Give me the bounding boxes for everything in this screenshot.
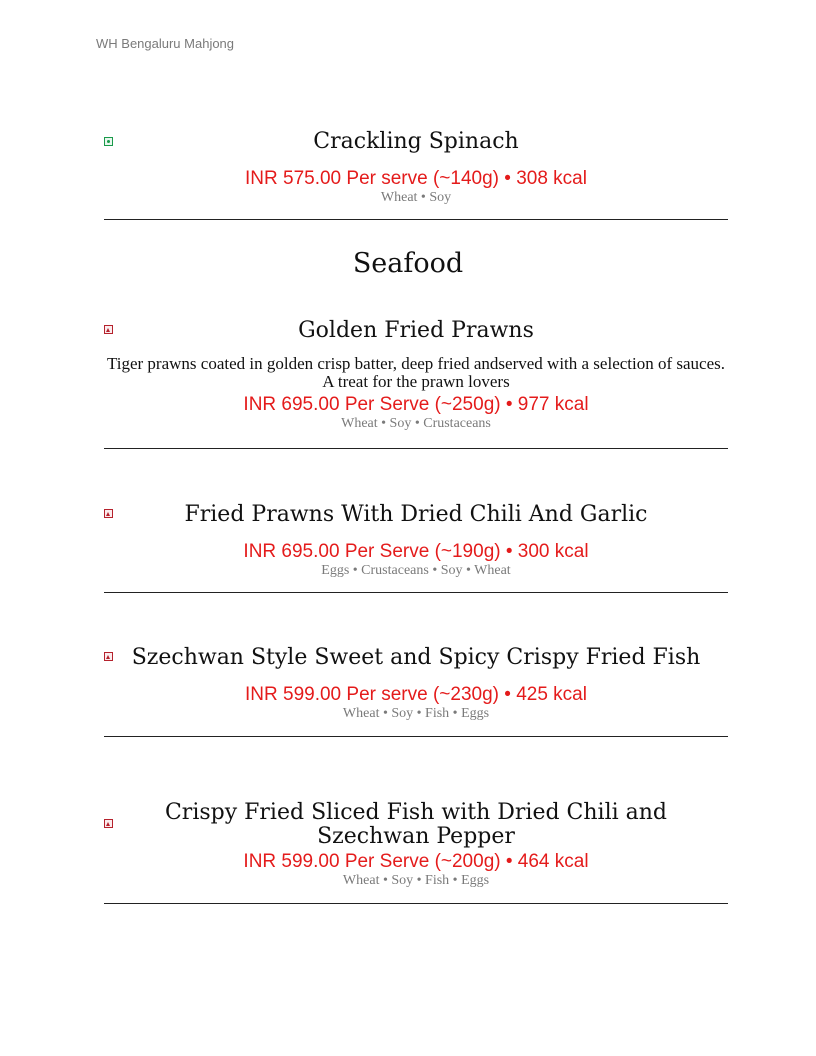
item-allergens: Wheat • Soy • Fish • Eggs bbox=[342, 706, 490, 721]
item-price: INR 599.00 Per serve (~230g) • 425 kcal bbox=[245, 684, 587, 705]
item-allergens: Wheat • Soy • Crustaceans bbox=[341, 416, 491, 431]
veg-indicator-icon bbox=[104, 137, 113, 146]
item-description: Tiger prawns coated in golden crisp batter, deep fried andserved with a selection of sauces. A treat for the prawn lovers bbox=[106, 354, 726, 391]
item-price: INR 695.00 Per Serve (~190g) • 300 kcal bbox=[243, 541, 589, 562]
menu-item bbox=[104, 646, 728, 722]
divider bbox=[104, 592, 728, 593]
non-veg-indicator-icon bbox=[104, 819, 113, 828]
menu-item bbox=[104, 503, 728, 579]
item-name: Golden Fried Prawns bbox=[298, 318, 534, 343]
section-title: Seafood bbox=[352, 248, 464, 279]
item-allergens: Eggs • Crustaceans • Soy • Wheat bbox=[321, 563, 511, 578]
divider bbox=[104, 903, 728, 904]
item-name: Crispy Fried Sliced Fish with Dried Chili and Szechwan Pepper bbox=[164, 800, 668, 849]
divider bbox=[104, 219, 728, 220]
item-price: INR 695.00 Per Serve (~250g) • 977 kcal bbox=[243, 394, 589, 415]
restaurant-name: WH Bengaluru Mahjong bbox=[96, 36, 235, 51]
menu-item bbox=[104, 801, 728, 889]
menu-item bbox=[104, 130, 728, 206]
item-price: INR 599.00 Per Serve (~200g) • 464 kcal bbox=[243, 851, 589, 872]
menu-item bbox=[104, 319, 728, 432]
item-allergens: Wheat • Soy bbox=[380, 190, 452, 205]
divider bbox=[104, 736, 728, 737]
non-veg-indicator-icon bbox=[104, 325, 113, 334]
item-name: Fried Prawns With Dried Chili And Garlic bbox=[184, 502, 648, 527]
item-allergens: Wheat • Soy • Fish • Eggs bbox=[342, 873, 490, 888]
non-veg-indicator-icon bbox=[104, 652, 113, 661]
non-veg-indicator-icon bbox=[104, 509, 113, 518]
item-name: Szechwan Style Sweet and Spicy Crispy Fried Fish bbox=[131, 645, 701, 670]
item-name: Crackling Spinach bbox=[313, 129, 519, 154]
divider bbox=[104, 448, 728, 449]
item-price: INR 575.00 Per serve (~140g) • 308 kcal bbox=[245, 168, 587, 189]
